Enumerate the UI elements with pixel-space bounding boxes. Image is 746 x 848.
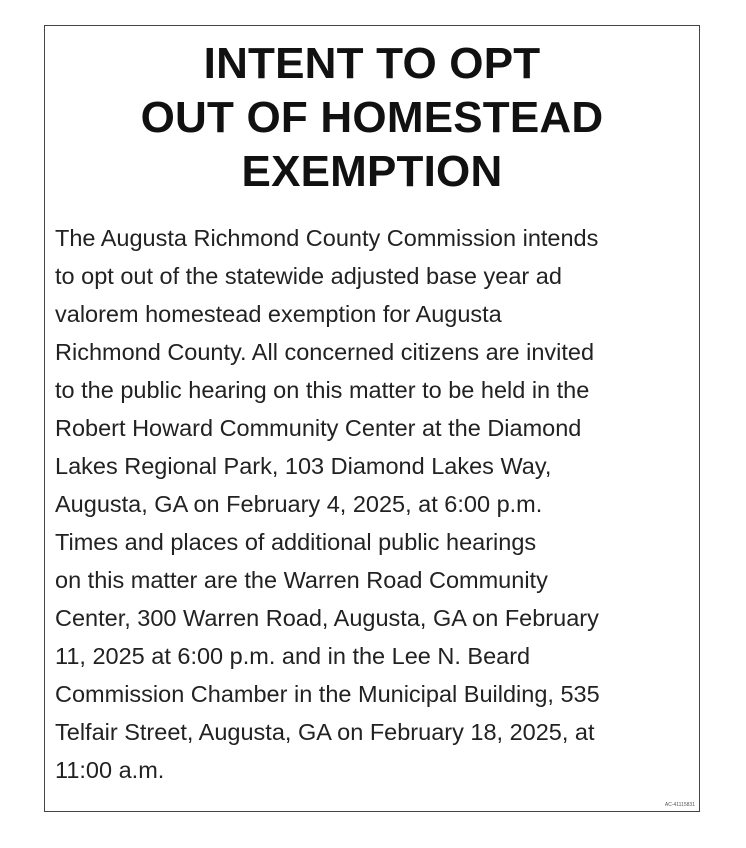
notice-body (55, 219, 705, 789)
notice-title-line: INTENT TO OPT (203, 39, 541, 88)
notice-body-line: Telfair Street, Augusta, GA on February 18, 2025, at (55, 719, 595, 745)
notice-title-line: EXEMPTION (241, 147, 503, 196)
notice-title-line: OUT OF HOMESTEAD (140, 93, 604, 142)
notice-body-line: 11, 2025 at 6:00 p.m. and in the Lee N. Beard (55, 643, 531, 669)
notice-body-line: 11:00 a.m. (55, 757, 165, 783)
notice-body-line: Augusta, GA on February 4, 2025, at 6:00 p.m. (55, 491, 543, 517)
notice-body-line: to the public hearing on this matter to be held in the (55, 377, 590, 403)
notice-body-line: Times and places of additional public hearings (55, 529, 537, 555)
notice-title (45, 26, 699, 199)
ad-reference-code: AC-41115831 (664, 802, 695, 808)
notice-body-line: on this matter are the Warren Road Community (55, 567, 548, 593)
notice-body-line: valorem homestead exemption for Augusta (55, 301, 502, 327)
notice-body-line: The Augusta Richmond County Commission intends (55, 225, 599, 251)
notice-body-line: to opt out of the statewide adjusted base year ad (55, 263, 562, 289)
notice-body-line: Commission Chamber in the Municipal Building, 535 (55, 681, 600, 707)
notice-body-line: Center, 300 Warren Road, Augusta, GA on February (55, 605, 599, 631)
notice-body-line: Lakes Regional Park, 103 Diamond Lakes Way, (55, 453, 552, 479)
legal-notice (44, 25, 700, 812)
notice-body-line: Richmond County. All concerned citizens are invited (55, 339, 595, 365)
notice-body-line: Robert Howard Community Center at the Diamond (55, 415, 582, 441)
